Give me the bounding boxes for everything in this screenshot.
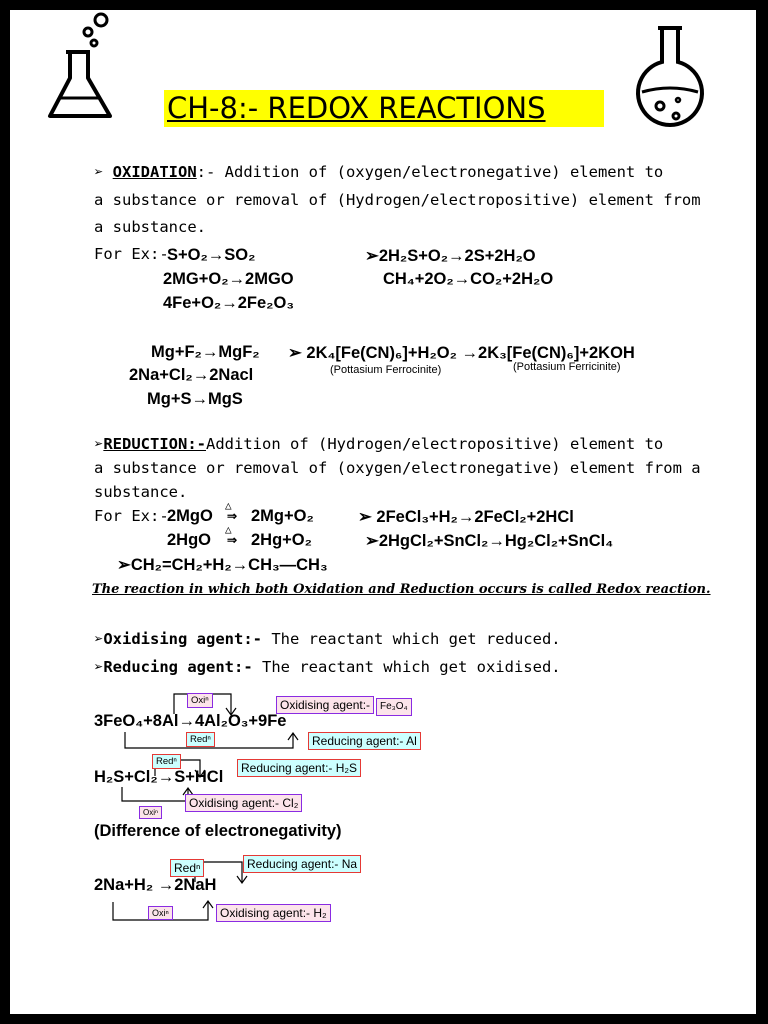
arrow-2: ⇒ bbox=[227, 533, 238, 547]
oxidation-line-1: ➢ OXIDATION:- Addition of (oxygen/electronegative) element to bbox=[94, 163, 664, 181]
red-example-2-left: 2HgO bbox=[167, 531, 212, 549]
ox-example-6: Mg+F₂→MgF₂ bbox=[151, 343, 260, 361]
ferro-equation: ➢ 2K₄[Fe(CN)₆]+H₂O₂ →2K₃[Fe(CN)₆]+2KOH bbox=[288, 344, 635, 362]
eq3-oxi-tag: Oxiⁿ bbox=[148, 906, 173, 920]
eq2-equation: H₂S+Cl₂→S+HCl bbox=[94, 768, 224, 786]
red-example-2-right: 2Hg+O₂ bbox=[251, 531, 312, 549]
red-example-5: ➢CH₂=CH₂+H₂→CH₃—CH₃ bbox=[117, 556, 328, 574]
eq2-red-tag: Redⁿ bbox=[152, 754, 181, 769]
reaction-bracket-lines bbox=[10, 10, 756, 1014]
eq1-oxi-tag: Oxiⁿ bbox=[187, 693, 213, 708]
reduction-line-2: a substance or removal of (oxygen/electronegative) element from a bbox=[94, 459, 701, 477]
eq2-reducing-agent-box: Reducing agent:- H₂S bbox=[237, 759, 361, 777]
heat-symbol-1: △ bbox=[225, 499, 232, 512]
reducing-agent-line: ➢Reducing agent:- The reactant which get oxidised. bbox=[94, 658, 561, 676]
ox-example-4: ➢2H₂S+O₂→2S+2H₂O bbox=[365, 247, 536, 265]
red-example-4: ➢2HgCl₂+SnCl₂→Hg₂Cl₂+SnCl₄ bbox=[365, 532, 614, 550]
oxidation-for-ex: For Ex:- bbox=[94, 245, 169, 263]
eq2-oxi-tag: Oxiⁿ bbox=[139, 806, 162, 819]
ox-example-3: 4Fe+O₂→2Fe₂O₃ bbox=[163, 294, 294, 312]
red-example-1-left: 2MgO bbox=[167, 507, 213, 525]
difference-note: (Difference of electronegativity) bbox=[94, 822, 342, 840]
ferrocinite-note: (Pottasium Ferrocinite) bbox=[330, 364, 442, 376]
oxidation-heading: OXIDATION bbox=[112, 163, 197, 181]
eq1-red-tag: Redⁿ bbox=[186, 732, 215, 747]
ox-example-1: S+O₂→SO₂ bbox=[167, 246, 256, 264]
eq2-oxidising-agent-box: Oxidising agent:- Cl₂ bbox=[185, 794, 302, 812]
reducing-agent-label: Reducing agent:- bbox=[103, 658, 253, 676]
ox-example-8: Mg+S→MgS bbox=[147, 390, 243, 408]
ferricinite-note: (Pottasium Ferricinite) bbox=[513, 361, 621, 373]
ox-example-5: CH₄+2O₂→CO₂+2H₂O bbox=[383, 270, 554, 288]
redox-statement: The reaction in which both Oxidation and Reduction occurs is called Redox reaction. bbox=[92, 582, 711, 597]
arrow-1: ⇒ bbox=[227, 509, 238, 523]
red-example-3: ➢ 2FeCl₃+H₂→2FeCl₂+2HCl bbox=[358, 508, 574, 526]
eq3-red-tag: Redⁿ bbox=[170, 859, 204, 877]
reduction-heading: REDUCTION:- bbox=[103, 435, 206, 453]
reduction-for-ex: For Ex:- bbox=[94, 507, 169, 525]
oxidising-agent-line: ➢Oxidising agent:- The reactant which get reduced. bbox=[94, 630, 561, 648]
eq1-equation: 3FeO₄+8Al→4Al₂O₃+9Fe bbox=[94, 712, 287, 730]
ox-example-2: 2MG+O₂→2MGO bbox=[163, 270, 294, 288]
eq1-oxidising-species: Fe₃O₄ bbox=[376, 698, 412, 716]
oxidation-line-3: a substance. bbox=[94, 218, 206, 236]
reduction-line-3: substance. bbox=[94, 483, 188, 501]
page-title: CH-8:- REDOX REACTIONS bbox=[164, 90, 604, 127]
eq3-equation: 2Na+H₂ →2NaH bbox=[94, 876, 217, 894]
eq3-oxidising-agent-box: Oxidising agent:- H₂ bbox=[216, 904, 331, 922]
eq1-reducing-agent-box: Reducing agent:- Al bbox=[308, 732, 421, 750]
eq1-oxidising-agent-box: Oxidising agent:- bbox=[276, 696, 374, 714]
red-example-1-right: 2Mg+O₂ bbox=[251, 507, 314, 525]
page bbox=[10, 10, 756, 1014]
ox-example-7: 2Na+Cl₂→2Nacl bbox=[129, 366, 254, 384]
oxidising-agent-label: Oxidising agent:- bbox=[103, 630, 262, 648]
reduction-line-1: ➢REDUCTION:-Addition of (Hydrogen/electropositive) element to bbox=[94, 435, 664, 453]
heat-symbol-2: △ bbox=[225, 523, 232, 536]
eq3-reducing-agent-box: Reducing agent:- Na bbox=[243, 855, 361, 873]
oxidation-line-2: a substance or removal of (Hydrogen/electropositive) element from bbox=[94, 191, 701, 209]
